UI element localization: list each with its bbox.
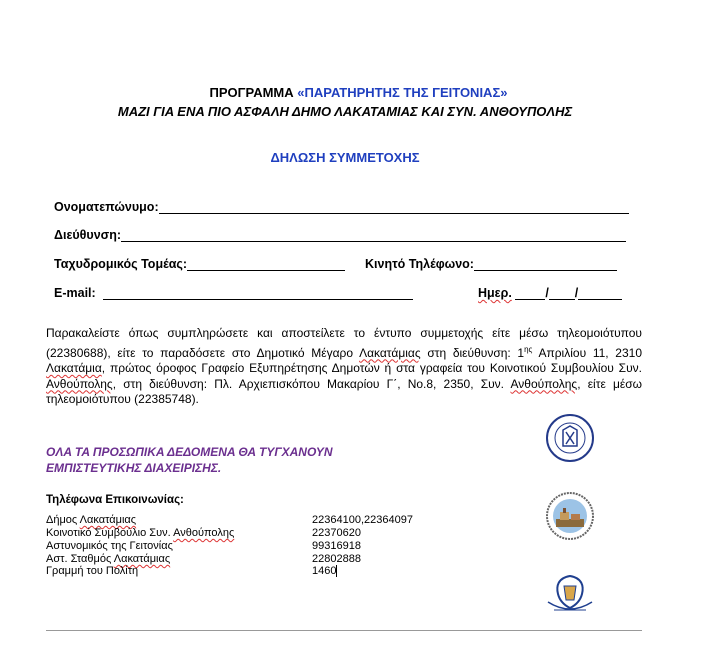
email-line[interactable] [103, 287, 413, 300]
phone-number-text: 22802888 [312, 553, 361, 565]
phone-label [46, 540, 173, 552]
phone-label [46, 514, 136, 526]
email-label: E-mail: [54, 286, 96, 300]
date-sep-1: / [545, 286, 549, 300]
phone-number [312, 565, 337, 577]
phone-number [312, 553, 361, 565]
instr-word-2: Λακατάμια [46, 361, 102, 375]
address-field[interactable] [54, 228, 626, 242]
postal-field[interactable] [54, 257, 345, 271]
community-logo [546, 492, 594, 540]
date-field[interactable] [478, 286, 622, 300]
police-logo [540, 572, 600, 624]
date-year-line[interactable] [578, 287, 622, 300]
date-sep-2: / [574, 286, 579, 300]
postal-line[interactable] [187, 258, 345, 271]
program-name: «ΠΑΡΑΤΗΡΗΤΗΣ ΤΗΣ ΓΕΙΤΟΝΙΑΣ» [297, 85, 508, 100]
phones-heading: Τηλέφωνα Επικοινωνίας: [46, 494, 184, 506]
instr-text-5: , στη διεύθυνση: Πλ. Αρχιεπισκόπου Μακαρίου Γ΄, Νο.8, 2350, Συν. [112, 376, 511, 391]
phone-number [312, 540, 361, 552]
text-cursor [336, 565, 337, 577]
instr-text-1: Παρακαλείστε όπως συμπληρώσετε και αποστείλετε το έντυπο συμμετοχής είτε μέσω τηλεομοιότυπου (22380688), είτε το παραδόσετε στο Δημοτικό Μέγαρο [46, 326, 642, 360]
address-line[interactable] [121, 229, 626, 242]
instr-sup: ης [524, 344, 533, 354]
phone-label [46, 527, 234, 539]
name-label: Ονοματεπώνυμο: [54, 200, 159, 214]
instr-text-6: , είτε μέσω τηλεομοιότυπου (22385748). [46, 376, 642, 406]
phone-number [312, 514, 413, 526]
phone-number-text: 22364100,22364097 [312, 514, 413, 526]
phone-label-place: Ανθούπολης [173, 527, 235, 539]
instr-word-3: Ανθούπολης [46, 376, 113, 391]
date-label: Ημερ. [478, 286, 512, 300]
phone-number-text: 1460 [312, 565, 337, 577]
date-day-line[interactable] [515, 287, 545, 300]
phone-label-place: Λακατάμιας [113, 553, 171, 565]
phone-label-text: Γραμμή του Πολίτη [46, 565, 139, 577]
phone-number-text: 99316918 [312, 540, 361, 552]
instr-word-4: Ανθούπολης [510, 376, 578, 391]
title-prefix: ΠΡΟΓΡΑΜΜΑ [209, 85, 298, 100]
program-title [0, 85, 717, 100]
phone-label-text: Αστυνομικός της Γειτονίας [46, 540, 173, 552]
instr-word-1: Λακατάμιας [359, 345, 421, 360]
phone-label [46, 553, 170, 565]
date-month-line[interactable] [549, 287, 575, 300]
program-subtitle: ΜΑΖΙ ΓΙΑ ΕΝΑ ΠΙΟ ΑΣΦΑΛΗ ΔΗΜΟ ΛΑΚΑΤΑΜΙΑΣ ΚΑΙ ΣΥΝ. ΑΝΘΟΥΠΟΛΗΣ [117, 104, 573, 119]
instructions-paragraph [46, 326, 642, 408]
phone-label-text: Δήμος [46, 514, 80, 526]
phone-row [46, 540, 466, 553]
address-label: Διεύθυνση: [54, 228, 121, 242]
mobile-line[interactable] [474, 258, 617, 271]
email-field[interactable] [54, 286, 413, 300]
postal-label: Ταχυδρομικός Τομέας: [54, 257, 188, 271]
bottom-rule [46, 630, 642, 631]
phone-number [312, 527, 361, 539]
mobile-field[interactable] [365, 257, 617, 271]
instr-text-4: , πρώτος όροφος Γραφείο Εξυπηρέτησης Δημοτών ή στα γραφεία του Κοινοτικού Συμβουλίου Συν. [101, 361, 642, 375]
phone-row [46, 565, 466, 578]
municipality-logo [546, 414, 594, 462]
mobile-label: Κινητό Τηλέφωνο: [365, 257, 474, 271]
phone-label-text: Κοινοτικό Συμβούλιο Συν. [46, 527, 174, 539]
phone-row [46, 527, 466, 540]
phone-row [46, 514, 466, 527]
phone-label-text: Αστ. Σταθμός [46, 553, 114, 565]
phone-label-place: Λακατάμιας [79, 514, 137, 526]
instr-text-3: Απριλίου 11, 2310 [532, 345, 642, 360]
declaration-title: ΔΗΛΩΣΗ ΣΥΜΜΕΤΟΧΗΣ [270, 150, 420, 165]
privacy-notice: ΟΛΑ ΤΑ ΠΡΟΣΩΠΙΚΑ ΔΕΔΟΜΕΝΑ ΘΑ ΤΥΓΧΑΝΟΥΝ ΕΜΠΙΣΤΕΥΤΙΚΗΣ ΔΙΑΧΕΙΡΙΣΗΣ. [46, 445, 333, 475]
name-line[interactable] [159, 201, 629, 214]
phone-number-text: 22370620 [312, 527, 361, 539]
instr-text-2: στη διεύθυνση: 1 [420, 345, 525, 360]
name-field[interactable] [54, 200, 629, 214]
phone-label [46, 565, 138, 577]
